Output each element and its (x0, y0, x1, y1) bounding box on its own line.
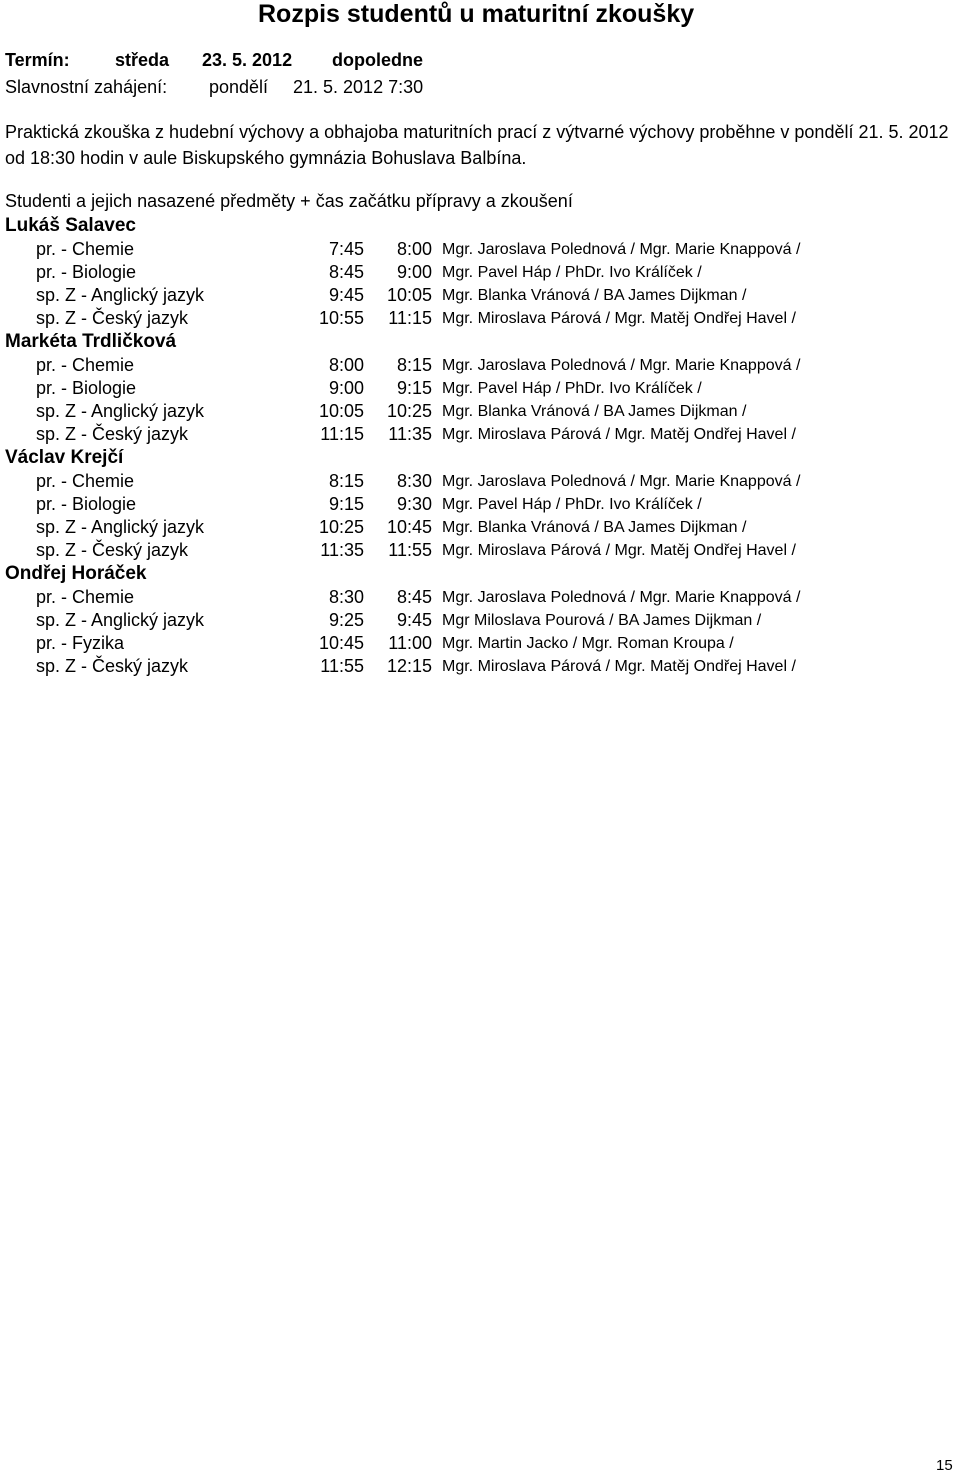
examiners: Mgr. Pavel Háp / PhDr. Ivo Králíček / (442, 380, 702, 397)
students-intro: Studenti a jejich nasazené předměty + čas začátku přípravy a zkoušení (5, 191, 573, 211)
exam-subject: sp. Z - Český jazyk (36, 540, 189, 560)
opening-datetime: 21. 5. 2012 7:30 (293, 77, 424, 97)
exam-row (0, 354, 960, 377)
practical-exam-note: Praktická zkouška z hudební výchovy a obhajoba maturitních prací z výtvarné výchovy proběhne v pondělí 21. 5. 2012 od 18:30 hodin v aule Biskupského gymnázia Bohuslava Balbína. (5, 122, 949, 168)
term-part: dopoledne (332, 50, 423, 70)
exam-row (0, 609, 960, 632)
exam-subject: sp. Z - Český jazyk (36, 424, 189, 444)
prep-time: 8:15 (328, 471, 364, 491)
examiners: Mgr. Jaroslava Polednová / Mgr. Marie Knappová / (442, 357, 801, 374)
exam-subject: pr. - Fyzika (36, 633, 125, 653)
exam-subject: sp. Z - Anglický jazyk (36, 610, 205, 630)
term-date: 23. 5. 2012 (202, 50, 293, 70)
prep-time: 11:55 (320, 656, 364, 676)
student-block (0, 330, 960, 446)
prep-time: 10:45 (318, 633, 364, 653)
exam-row (0, 586, 960, 609)
exam-row (0, 377, 960, 400)
prep-time: 10:25 (318, 517, 364, 537)
exam-time: 9:45 (396, 610, 432, 630)
prep-time: 9:25 (328, 610, 364, 630)
examiners: Mgr. Jaroslava Polednová / Mgr. Marie Knappová / (442, 241, 801, 258)
examiners: Mgr. Blanka Vránová / BA James Dijkman / (442, 403, 747, 420)
examiners: Mgr. Miroslava Párová / Mgr. Matěj Ondřej Havel / (442, 658, 796, 675)
exam-row (0, 238, 960, 261)
exam-subject: sp. Z - Český jazyk (36, 656, 189, 676)
exam-subject: sp. Z - Anglický jazyk (36, 401, 205, 421)
exam-time: 9:00 (396, 262, 432, 282)
exam-row (0, 539, 960, 562)
prep-time: 9:15 (328, 494, 364, 514)
exam-subject: pr. - Chemie (36, 471, 135, 491)
term-day: středa (115, 50, 170, 70)
examiners: Mgr Miloslava Pourová / BA James Dijkman / (442, 612, 762, 629)
exam-row (0, 516, 960, 539)
examiners: Mgr. Jaroslava Polednová / Mgr. Marie Knappová / (442, 473, 801, 490)
exam-subject: pr. - Biologie (36, 378, 137, 398)
exam-time: 10:45 (386, 517, 432, 537)
prep-time: 8:30 (328, 587, 364, 607)
exam-row (0, 470, 960, 493)
examiners: Mgr. Jaroslava Polednová / Mgr. Marie Knappová / (442, 589, 801, 606)
student-block (0, 562, 960, 678)
exam-subject: pr. - Biologie (36, 262, 137, 282)
prep-time: 11:35 (320, 540, 364, 560)
prep-time: 10:55 (318, 308, 364, 328)
exam-subject: pr. - Biologie (36, 494, 137, 514)
exam-subject: sp. Z - Anglický jazyk (36, 517, 205, 537)
exam-time: 11:00 (388, 633, 432, 653)
exam-subject: pr. - Chemie (36, 587, 135, 607)
exam-row (0, 400, 960, 423)
exam-time: 8:00 (396, 239, 432, 259)
exam-time: 8:30 (396, 471, 432, 491)
prep-time: 8:00 (328, 355, 364, 375)
exam-row (0, 423, 960, 446)
exam-time: 10:05 (386, 285, 432, 305)
examiners: Mgr. Miroslava Párová / Mgr. Matěj Ondřej Havel / (442, 426, 796, 443)
exam-subject: sp. Z - Anglický jazyk (36, 285, 205, 305)
student-name: Václav Krejčí (5, 447, 124, 468)
prep-time: 9:45 (328, 285, 364, 305)
exam-row (0, 284, 960, 307)
student-name: Lukáš Salavec (5, 215, 136, 236)
examiners: Mgr. Miroslava Párová / Mgr. Matěj Ondřej Havel / (442, 310, 796, 327)
examiners: Mgr. Pavel Háp / PhDr. Ivo Králíček / (442, 264, 702, 281)
examiners: Mgr. Blanka Vránová / BA James Dijkman / (442, 287, 747, 304)
exam-time: 9:15 (396, 378, 432, 398)
student-block (0, 446, 960, 562)
exam-row (0, 632, 960, 655)
exam-time: 10:25 (386, 401, 432, 421)
exam-time: 9:30 (396, 494, 432, 514)
examiners: Mgr. Blanka Vránová / BA James Dijkman / (442, 519, 747, 536)
exam-time: 8:15 (396, 355, 432, 375)
exam-subject: pr. - Chemie (36, 239, 135, 259)
exam-time: 11:35 (388, 424, 432, 444)
students-schedule (0, 214, 960, 678)
examiners: Mgr. Martin Jacko / Mgr. Roman Kroupa / (442, 635, 734, 652)
prep-time: 10:05 (318, 401, 364, 421)
student-name: Ondřej Horáček (5, 563, 147, 584)
student-block (0, 214, 960, 330)
exam-time: 11:15 (388, 308, 432, 328)
exam-row (0, 655, 960, 678)
term-label: Termín: (5, 50, 70, 70)
exam-row (0, 307, 960, 330)
exam-subject: sp. Z - Český jazyk (36, 308, 189, 328)
exam-time: 11:55 (388, 540, 432, 560)
prep-time: 9:00 (328, 378, 364, 398)
examiners: Mgr. Miroslava Párová / Mgr. Matěj Ondřej Havel / (442, 542, 796, 559)
exam-row (0, 261, 960, 284)
student-name: Markéta Trdličková (5, 331, 177, 352)
prep-time: 7:45 (328, 239, 364, 259)
exam-time: 12:15 (386, 656, 432, 676)
exam-row (0, 493, 960, 516)
exam-time: 8:45 (396, 587, 432, 607)
prep-time: 11:15 (320, 424, 364, 444)
exam-subject: pr. - Chemie (36, 355, 135, 375)
opening-label: Slavnostní zahájení: (5, 77, 168, 97)
opening-day: pondělí (209, 77, 269, 97)
page-title: Rozpis studentů u maturitní zkoušky (258, 0, 695, 28)
prep-time: 8:45 (328, 262, 364, 282)
page-number: 15 (936, 1457, 953, 1474)
examiners: Mgr. Pavel Háp / PhDr. Ivo Králíček / (442, 496, 702, 513)
